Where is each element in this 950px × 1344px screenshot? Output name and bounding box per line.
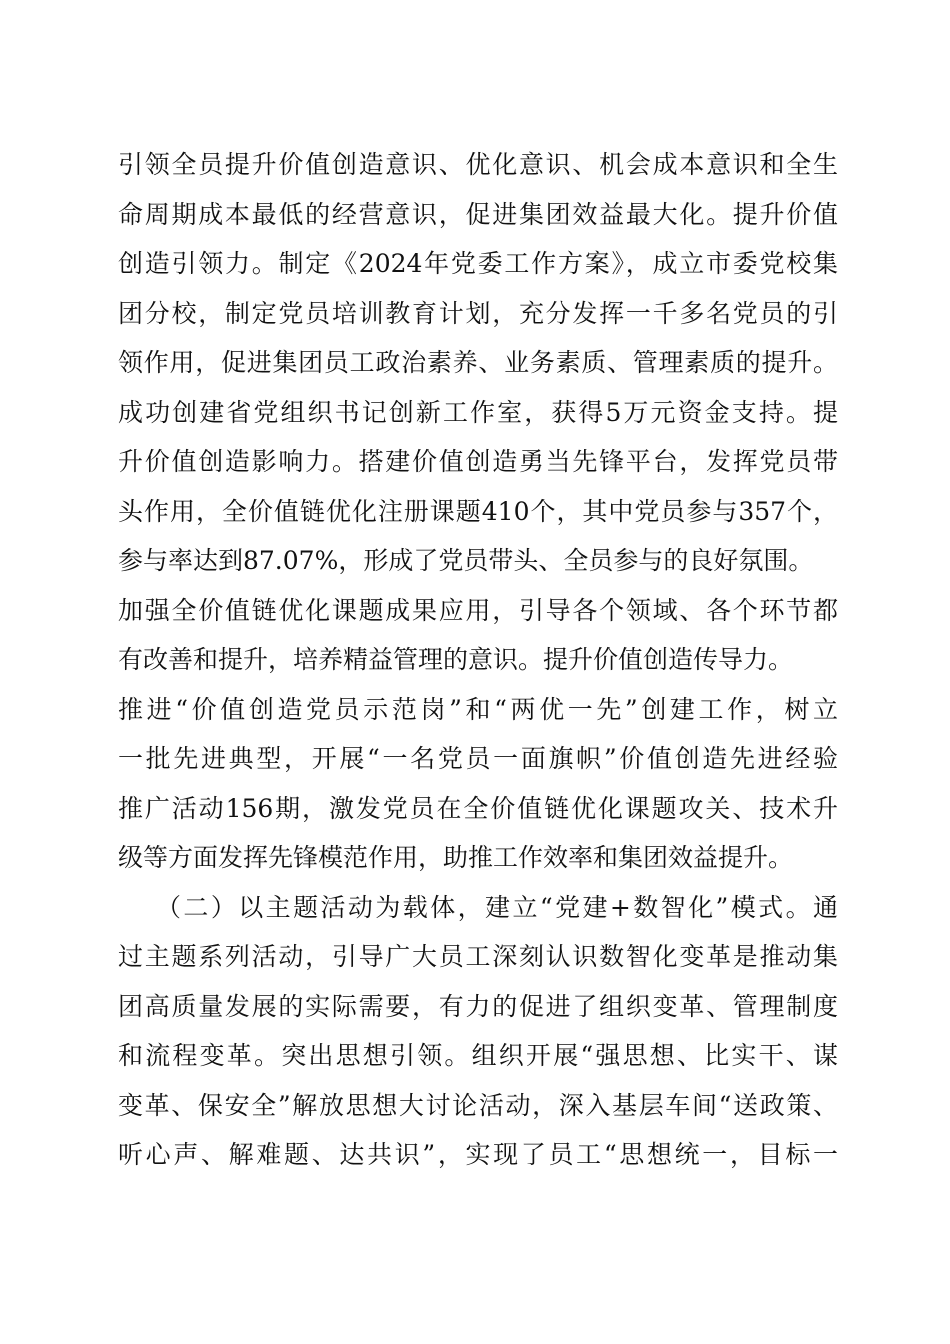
text-line: 创造引领力。制定《2024年党委工作方案》，成立市委党校集 xyxy=(118,249,838,278)
body-text xyxy=(118,140,838,1180)
text-line: 变革、保安全”解放思想大讨论活动，深入基层车间“送政策、 xyxy=(118,1090,838,1120)
text-line: 头作用，全价值链优化注册课题410个，其中党员参与357个， xyxy=(118,496,838,526)
text-line: 参与率达到87.07%，形成了党员带头、全员参与的良好氛围。 xyxy=(118,546,814,575)
text-line: 听心声、解难题、达共识”，实现了员工“思想统一，目标一 xyxy=(118,1140,838,1169)
text-line: 成功创建省党组织书记创新工作室，获得5万元资金支持。提 xyxy=(118,397,838,427)
text-line: 级等方面发挥先锋模范作用，助推工作效率和集团效益提升。 xyxy=(118,843,794,872)
text-line: 命周期成本最低的经营意识，促进集团效益最大化。提升价值 xyxy=(118,199,838,229)
text-line: 和流程变革。突出思想引领。组织开展“强思想、比实干、谋 xyxy=(118,1041,838,1070)
text-line: 过主题系列活动，引导广大员工深刻认识数智化变革是推动集 xyxy=(118,942,838,971)
text-line: 团分校，制定党员培训教育计划，充分发挥一千多名党员的引 xyxy=(118,298,838,328)
text-line: 一批先进典型，开展“一名党员一面旗帜”价值创造先进经验 xyxy=(118,744,838,773)
text-line: 团高质量发展的实际需要，有力的促进了组织变革、管理制度 xyxy=(118,991,838,1021)
text-line: 有改善和提升，培养精益管理的意识。提升价值创造传导力。 xyxy=(118,645,794,674)
text-line: 升价值创造影响力。搭建价值创造勇当先锋平台，发挥党员带 xyxy=(118,447,838,476)
text-line: 推进“价值创造党员示范岗”和“两优一先”创建工作，树立 xyxy=(118,694,838,724)
text-line: 加强全价值链优化课题成果应用，引导各个领域、各个环节都 xyxy=(118,595,838,625)
text-line: （二）以主题活动为载体，建立“党建+数智化”模式。通 xyxy=(156,892,838,922)
text-line: 引领全员提升价值创造意识、优化意识、机会成本意识和全生 xyxy=(118,150,838,179)
text-line: 推广活动156期，激发党员在全价值链优化课题攻关、技术升 xyxy=(118,793,838,823)
text-line: 领作用，促进集团员工政治素养、业务素质、管理素质的提升。 xyxy=(118,348,838,377)
